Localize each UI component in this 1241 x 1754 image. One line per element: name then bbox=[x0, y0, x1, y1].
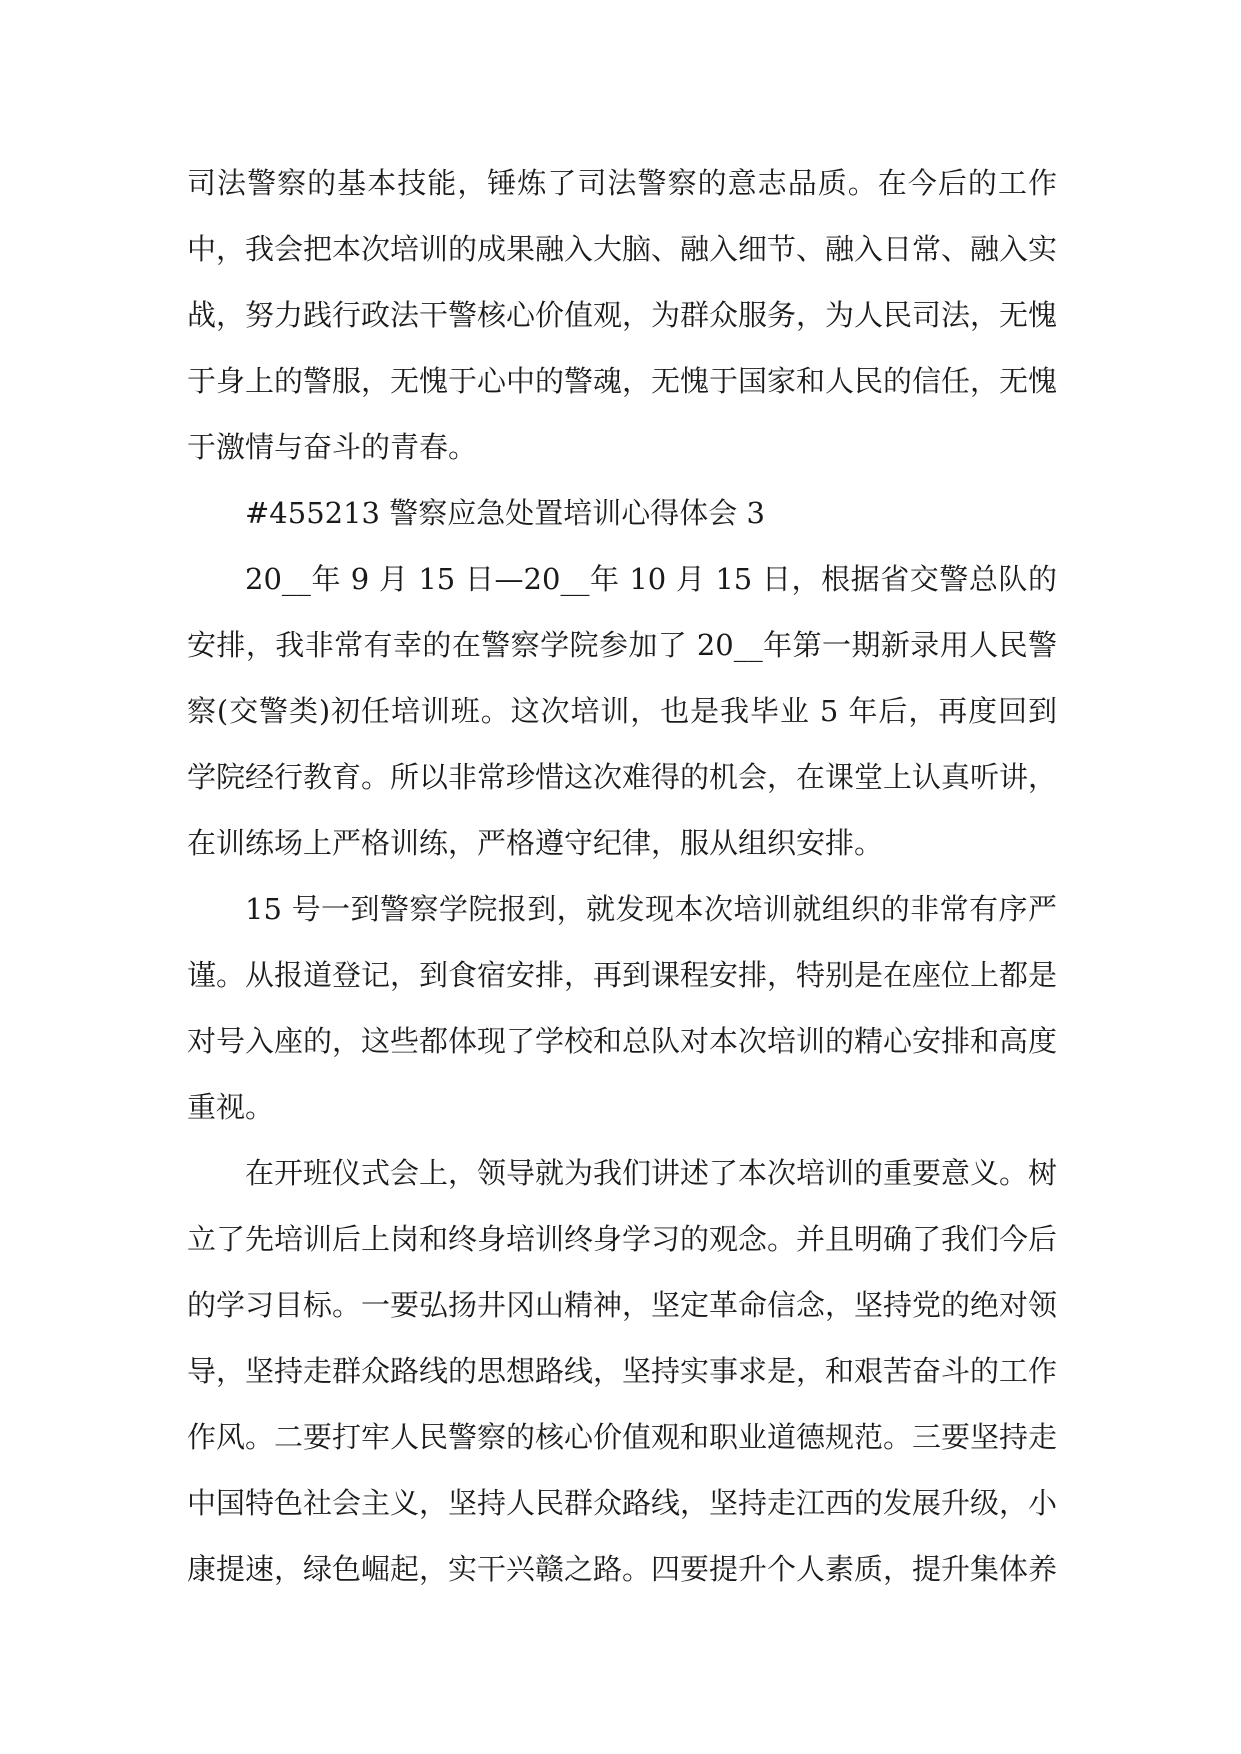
document-body bbox=[187, 150, 1057, 1602]
paragraph-closing-remarks: 司法警察的基本技能，锤炼了司法警察的意志品质。在今后的工作中，我会把本次培训的成果融入大脑、融入细节、融入日常、融入实战，努力践行政法干警核心价值观，为群众服务，为人民司法，无愧于身上的警服，无愧于心中的警魂，无愧于国家和人民的信任，无愧于激情与奋斗的青春。 bbox=[187, 166, 1058, 464]
paragraph-opening-ceremony: 在开班仪式会上，领导就为我们讲述了本次培训的重要意义。树立了先培训后上岗和终身培训终身学习的观念。并且明确了我们今后的学习目标。一要弘扬井冈山精神，坚定革命信念，坚持党的绝对领导，坚持走群众路线的思想路线，坚持实事求是，和艰苦奋斗的工作作风。二要打牢人民警察的核心价值观和职业道德规范。三要坚持走中国特色社会主义，坚持人民群众路线，坚持走江西的发展升级，小康提速，绿色崛起，实干兴赣之路。四要提升个人素质，提升集体养 bbox=[187, 1156, 1058, 1586]
section-heading: #455213 警察应急处置培训心得体会 3 bbox=[245, 496, 765, 530]
paragraph-registration: 15 号一到警察学院报到，就发现本次培训就组织的非常有序严谨。从报道登记，到食宿安排，再到课程安排，特别是在座位上都是对号入座的，这些都体现了学校和总队对本次培训的精心安排和高度重视。 bbox=[187, 892, 1058, 1124]
paragraph-training-intro: 20__年 9 月 15 日—20__年 10 月 15 日，根据省交警总队的安排，我非常有幸的在警察学院参加了 20__年第一期新录用人民警察(交警类)初任培训班。这次培训，也是我毕业 5 年后，再度回到学院经行教育。所以非常珍惜这次难得的机会，在课堂上认真听讲，在训练场上严格训练，严格遵守纪律，服从组织安排。 bbox=[187, 562, 1058, 860]
